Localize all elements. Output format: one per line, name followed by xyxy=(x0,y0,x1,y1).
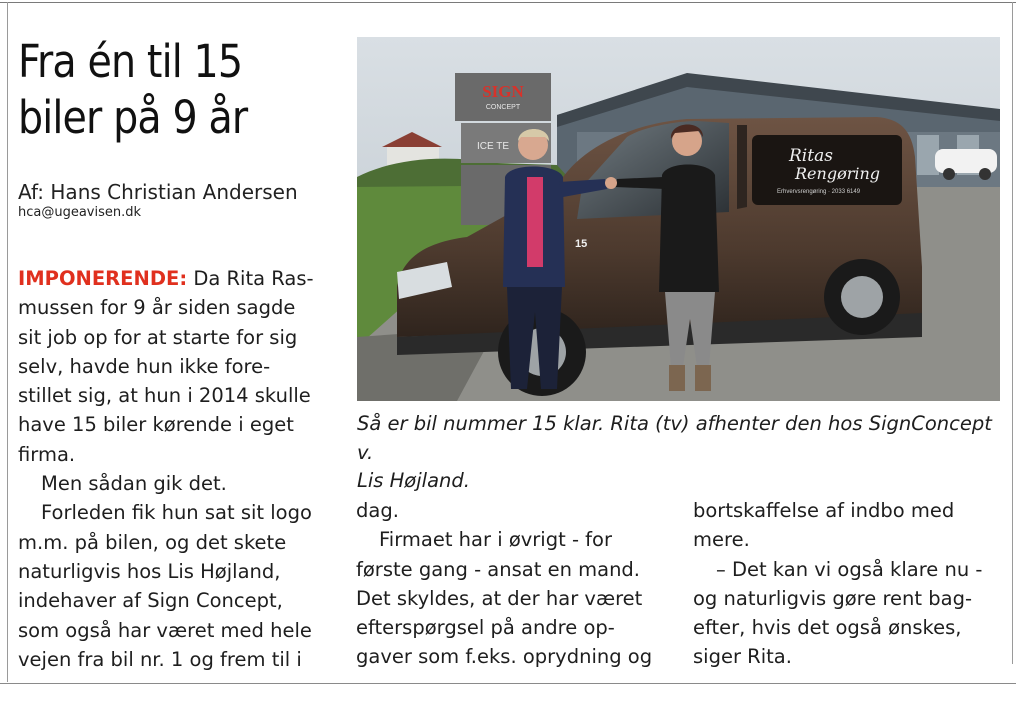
photo-illustration xyxy=(357,37,1000,401)
column-2 xyxy=(356,496,676,672)
article-photo xyxy=(357,37,1000,401)
sign-text-lower: ICE TE xyxy=(477,141,510,152)
headline-line-2: biler på 9 år xyxy=(18,91,248,144)
paragraph-2: Men sådan gik det. xyxy=(41,472,227,496)
column-1 xyxy=(18,264,330,674)
top-rule xyxy=(0,2,1016,3)
bottom-rule xyxy=(0,683,1016,684)
paragraph-3: Forleden fik hun sat sit logo m.m. på bilen, og det skete naturligvis hos Lis Højland, indehaver af Sign Concept, som også har været med hele vejen fra bil nr. 1 og frem til i xyxy=(18,501,312,671)
van-number: 15 xyxy=(575,238,588,250)
van-logo-text-2: Rengøring xyxy=(795,164,881,183)
headline-line-1: Fra én til 15 xyxy=(18,35,243,88)
byline: Af: Hans Christian Andersen xyxy=(18,180,298,204)
photo-caption: Så er bil nummer 15 klar. Rita (tv) afhenter den hos SignConcept v. Lis Højland. xyxy=(357,412,992,492)
right-rule xyxy=(1012,2,1013,664)
kicker: IMPONERENDE: xyxy=(18,267,188,290)
paragraph-5: – Det kan vi også klare nu - og naturligvis gøre rent bag- efter, hvis det også ønskes, siger Rita. xyxy=(693,557,983,669)
sign-text: SIGN xyxy=(482,82,524,101)
paragraph-4-cont: bortskaffelse af indbo med mere. xyxy=(693,499,955,552)
author-email[interactable]: hca@ugeavisen.dk xyxy=(18,205,142,220)
paragraph-3-cont: dag. xyxy=(356,499,399,522)
van-logo-text: Ritas xyxy=(789,146,833,166)
headline xyxy=(18,34,308,146)
column-3 xyxy=(693,496,1003,672)
sign-subtext: CONCEPT xyxy=(485,104,521,111)
paragraph-1: IMPONERENDE: Da Rita Ras- mussen for 9 år siden sagde sit job op for at starte for sig selv, havde hun ikke fore- stillet sig, at hun i 2014 skulle have 15 biler kørende i eget firma. xyxy=(18,267,314,466)
van-logo-contact: Erhvervsrengøring · 2033 6149 xyxy=(777,189,861,195)
paragraph-4: Firmaet har i øvrigt - for første gang - ansat en mand. Det skyldes, at der har været efterspørgsel på andre op- gaver som f.eks. oprydning og xyxy=(356,528,653,669)
left-rule xyxy=(7,2,8,682)
